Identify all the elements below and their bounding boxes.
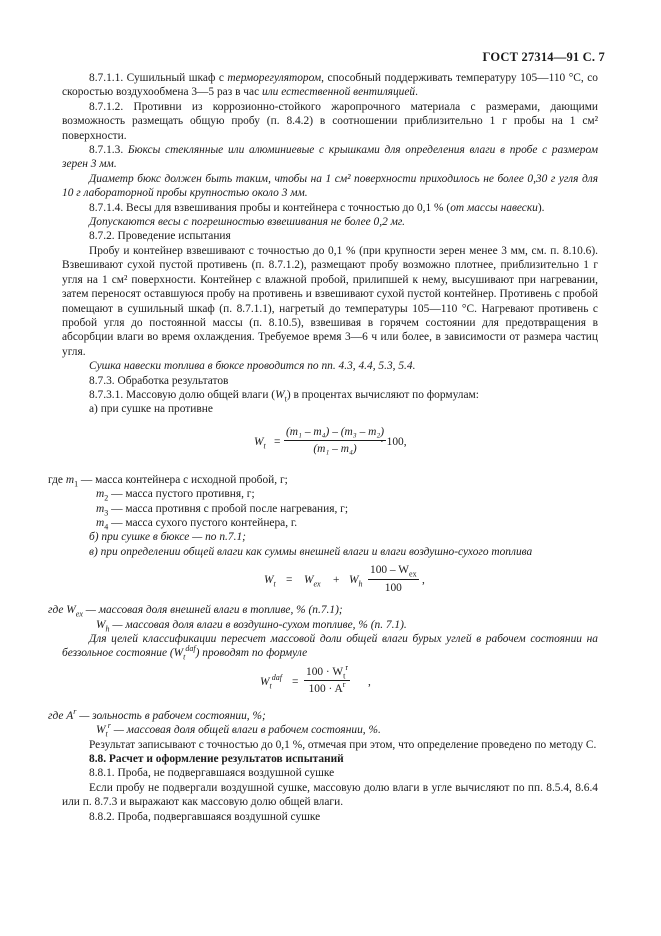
text: 8.7.1.4. Весы для взвешивания пробы и контейнера с точностью до 0,1 % ( <box>89 201 451 214</box>
subscript: 1 <box>74 479 79 489</box>
symbol: W <box>96 618 106 631</box>
formula-fraction <box>284 425 386 457</box>
symbol: W <box>349 574 359 587</box>
where-row <box>62 487 598 501</box>
where-list-3 <box>48 707 598 739</box>
definition: — масса контейнера с исходной пробой, г; <box>78 473 288 486</box>
where-list-2 <box>48 603 598 633</box>
para-result-precision: Результат записывают с точностью до 0,1 %, отмечая при этом, что определение проведено по методу С. <box>89 738 597 751</box>
heading-8-7-2: 8.7.2. Проведение испытания <box>89 230 231 243</box>
symbol: m <box>96 502 105 515</box>
term: или естественной вентиляцией <box>262 86 416 99</box>
definition: — массовая доля общей влаги в рабочем состоянии, %. <box>110 724 381 737</box>
formula-lhs <box>260 675 282 689</box>
superscript: r <box>345 663 349 673</box>
heading-8-7-3: 8.7.3. Обработка результатов <box>89 374 229 387</box>
where-list-1 <box>48 473 598 532</box>
denominator <box>304 681 350 696</box>
subscript: ex <box>409 569 417 579</box>
heading-8-8: 8.8. Расчет и оформление результатов испытаний <box>89 753 344 766</box>
text: . <box>415 86 418 99</box>
formula-fraction <box>368 563 419 595</box>
subscript: 2 <box>104 493 109 503</box>
symbol: W <box>254 435 264 448</box>
formula-term <box>304 573 321 587</box>
heading-8-8-2: 8.8.2. Проба, подвергавшаяся воздушной сушке <box>89 810 321 823</box>
item-b: б) при сушке в бюксе — по п.7.1; <box>89 531 246 544</box>
symbol: m <box>96 488 105 501</box>
subscript: t <box>183 652 186 662</box>
para-drying-note: Сушка навески топлива в бюксе проводится по пп. 4.3, 4.4, 5.3, 5.4. <box>89 360 416 373</box>
para-bjuks-diameter: Диаметр бюкс должен быть таким, чтобы на 1 см² поверхности приходилось не более 0,30 г угля для 10 г лабораторной пробы крупностью около 3 мм. <box>62 172 598 200</box>
symbol: W <box>66 604 76 617</box>
symbol: m <box>96 516 105 529</box>
para-test-procedure: Пробу и контейнер взвешивают с точностью до 0,1 % (при крупности зерен менее 3 мм, см. п. 8.10.6). Взвешивают сухой пустой противень (п. 8.7.1.2), размещают пробу возможно плотнее, приблизительно 1 г угля на 1 см² поверхности. Контейнер с влажной пробой, прилипшей к нему, высушивают при нагревании, затем переносят оставшуюся пробу на противень и взвешивают сухой пустой контейнер. Противень с пробой помещают в сушильный шкаф (п. 8.7.1.1), нагретый до температуры 105—110 °С. Нагревают противень с пробой угля до постоянной массы (п. 8.10.5), взвешивая в горячем состоянии для предотвращения в абсорбции влаги во время охлаждения. Требуемое время 3—6 ч или более, в зависимости от размера частиц угля. <box>62 244 598 358</box>
para-8-7-3-1 <box>62 388 598 402</box>
numerator <box>304 665 350 681</box>
definition: — массовая доля влаги в воздушно-сухом топливе, % (п. 7.1). <box>109 618 407 631</box>
formula-tail: , <box>422 574 425 587</box>
denominator: 100 <box>384 581 402 594</box>
definition: — масса пустого противня, г; <box>108 488 255 501</box>
subscript: t <box>105 729 108 739</box>
denominator: (m₁ – m₄) <box>313 443 357 456</box>
definition: — зольность в рабочем состоянии, %; <box>76 709 266 722</box>
text: 100 – W <box>370 564 410 577</box>
subscript: t <box>343 671 346 681</box>
para-scales-tolerance: Допускаются весы с погрешностью взвешивания не более 0,2 мг. <box>89 216 406 229</box>
subscript: ex <box>75 609 83 619</box>
para-8-7-1-3 <box>62 143 598 172</box>
where-row <box>62 618 598 632</box>
text: Для целей классификации пересчет массовой доли общей влаги бурых углей в рабочем состоянии на беззольное состояние ( <box>62 633 598 660</box>
superscript: daf <box>271 673 282 683</box>
subscript: t <box>284 394 287 404</box>
numerator: (m₁ – m₄) – (m₃ – m₂) <box>284 425 386 441</box>
where-row <box>48 473 598 487</box>
subscript: ex <box>313 579 321 589</box>
page-header: ГОСТ 27314—91 С. 7 <box>482 50 605 64</box>
para-no-air-drying: Если пробу не подвергали воздушной сушке, массовую долю влаги в угле вычисляют по пп. 8.5.4, 8.6.4 или п. 8.7.3 и выражают как массовую долю общей влаги. <box>62 781 598 809</box>
symbol: W <box>264 574 274 587</box>
formula-2 <box>62 561 598 599</box>
text: 8.7.3.1. Массовую долю общей влаги ( <box>89 388 276 401</box>
para-8-7-1-2: 8.7.1.2. Противни из коррозионно-стойкого жаропрочного материала с размерами, дающими возможность размещать общую пробу (п. 8.4.2) в соотношении приблизительно 1 г пробы на 1 см² поверхности. <box>62 100 598 142</box>
item-v: в) при определении общей влаги как суммы внешней влаги и влаги воздушно-сухого топлива <box>89 545 533 558</box>
text: ) проводят по формуле <box>195 647 308 660</box>
document-body <box>48 71 598 824</box>
subscript: 3 <box>104 507 109 517</box>
subscript: h <box>105 623 110 633</box>
formula-lhs <box>254 435 266 449</box>
text: 8.7.1.3. <box>89 144 128 157</box>
definition: — массовая доля внешней влаги в топливе, % (п.7.1); <box>82 604 343 617</box>
formula-tail: , <box>368 675 371 688</box>
para-8-7-1-1 <box>62 71 598 100</box>
where-row <box>48 709 598 723</box>
term: терморегулятором <box>227 72 322 84</box>
text-italic: от массы навески <box>450 201 538 214</box>
where-row <box>62 516 598 530</box>
subscript: t <box>263 441 266 451</box>
symbol: W <box>275 388 285 401</box>
definition: — масса сухого пустого контейнера, г. <box>108 516 298 529</box>
superscript: r <box>107 721 111 731</box>
superscript: r <box>342 680 346 690</box>
where-label: где <box>48 709 64 722</box>
symbol: m <box>65 473 75 486</box>
definition: — масса противня с пробой после нагревания, г; <box>108 502 348 515</box>
symbol: W <box>260 675 270 688</box>
heading-8-8-1: 8.8.1. Проба, не подвергавшаяся воздушной сушке <box>89 767 335 780</box>
subscript: h <box>358 579 363 589</box>
para-classification <box>62 632 598 661</box>
text: ). <box>537 201 545 214</box>
where-row <box>62 723 598 737</box>
where-row <box>48 603 598 617</box>
formula-tail: · 100, <box>380 435 407 448</box>
text-italic: Бюксы стеклянные или алюминиевые с крышками для определения влаги в пробе с размером зерен 3 мм. <box>62 144 598 171</box>
formula-eq: = <box>286 574 293 587</box>
subscript: t <box>273 579 276 589</box>
formula-fraction <box>304 665 350 697</box>
text: 100 · A <box>308 683 343 696</box>
where-label: где <box>48 604 64 617</box>
text: , способный поддерживать температуру 105—110 °С, со скоростью воздухообмена 3—5 раз в час <box>62 72 598 99</box>
formula-eq: = <box>274 435 281 448</box>
text: 8.7.1.1. Сушильный шкаф с <box>89 72 228 84</box>
text: 100 · W <box>306 665 344 678</box>
numerator <box>368 563 419 579</box>
formula-1 <box>62 421 598 465</box>
formula-term <box>349 573 363 587</box>
para-8-7-1-4 <box>62 201 598 215</box>
text: ) в процентах вычисляют по формулам: <box>286 388 479 401</box>
subscript: 4 <box>104 522 109 532</box>
superscript: r <box>73 707 77 717</box>
formula-3 <box>62 663 598 701</box>
symbol: W <box>96 724 106 737</box>
formula-lhs <box>264 573 276 587</box>
where-row <box>62 502 598 516</box>
superscript: daf <box>185 644 196 654</box>
where-label: где <box>48 473 63 486</box>
symbol: W <box>304 574 314 587</box>
subscript: t <box>269 681 272 691</box>
symbol: A <box>66 709 74 722</box>
item-a: а) при сушке на противне <box>89 403 213 416</box>
symbol: W <box>173 647 184 660</box>
formula-plus: + <box>333 574 340 587</box>
formula-eq: = <box>292 675 299 688</box>
